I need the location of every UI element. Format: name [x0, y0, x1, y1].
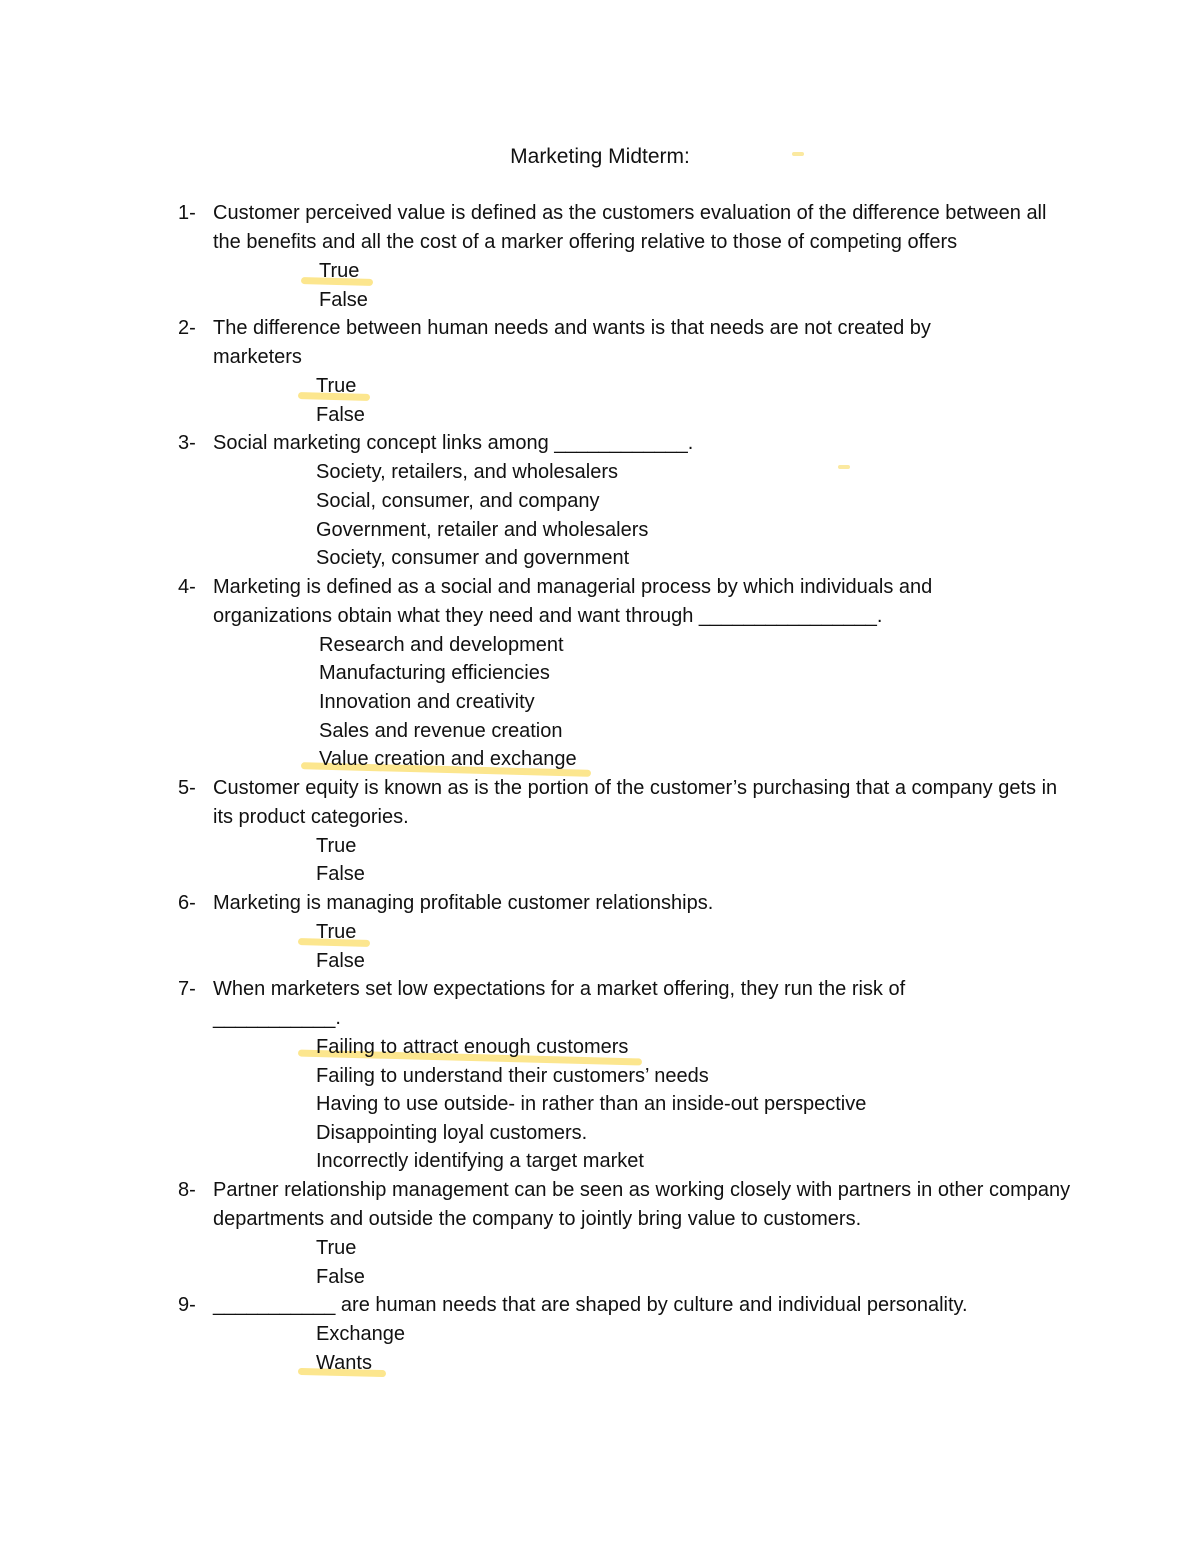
question-number: 1- — [178, 202, 196, 224]
question-number: 5- — [178, 776, 196, 799]
answer-option: False — [316, 1265, 365, 1288]
answer-option: False — [316, 403, 365, 426]
question-item — [0, 1291, 1200, 1377]
answer-options — [0, 257, 1200, 314]
question-text: Partner relationship management can be seen as working closely with partners in other company departments and outside the company to jointly bring value to customers. — [213, 1179, 1076, 1231]
answer-option: Manufacturing efficiencies — [319, 662, 550, 685]
answer-option: Social, consumer, and company — [316, 489, 600, 512]
answer-option: Society, retailers, and wholesalers — [316, 461, 618, 484]
question-number: 4- — [178, 575, 196, 598]
highlighted-answer: True — [312, 918, 360, 947]
answer-option — [316, 1349, 1200, 1378]
answer-options — [0, 1320, 1200, 1377]
question-text: When marketers set low expectations for a market offering, they run the risk of ___________. — [213, 978, 911, 1030]
answer-option: Research and development — [319, 633, 564, 656]
answer-option — [319, 745, 1200, 774]
answer-option: Failing to understand their customers’ needs — [316, 1064, 709, 1087]
question-number: 6- — [178, 891, 196, 914]
answer-option — [316, 918, 1200, 947]
answer-option: True — [316, 1237, 357, 1260]
question-item — [0, 889, 1200, 975]
question-item — [0, 199, 1200, 314]
answer-option: Having to use outside- in rather than an inside-out perspective — [316, 1093, 867, 1116]
answer-options — [0, 372, 1200, 429]
question-item — [0, 314, 1200, 429]
answer-option: Innovation and creativity — [319, 690, 535, 713]
question-text: Social marketing concept links among ____________. — [213, 432, 694, 455]
question-text: The difference between human needs and wants is that needs are not created by marketers — [213, 317, 937, 369]
highlighted-answer: Failing to attract enough customers — [312, 1033, 632, 1062]
question-number: 8- — [178, 1179, 196, 1202]
question-number: 3- — [178, 432, 196, 455]
question-text: Customer perceived value is defined as the customers evaluation of the difference between all the benefits and all the cost of a marker offering relative to those of competing offers — [213, 202, 1053, 253]
question-item — [0, 1176, 1200, 1291]
question-text: Customer equity is known as is the portion of the customer’s purchasing that a company gets in its product categories. — [213, 776, 1063, 828]
highlighted-answer: True — [312, 372, 360, 401]
question-item — [0, 975, 1200, 1176]
question-item — [0, 573, 1200, 774]
question-text: Marketing is managing profitable customer relationships. — [213, 891, 714, 914]
answer-option: Exchange — [316, 1323, 405, 1346]
answer-option: Disappointing loyal customers. — [316, 1121, 588, 1144]
answer-option: Government, retailer and wholesalers — [316, 518, 649, 541]
question-item — [0, 429, 1200, 572]
answer-option: Incorrectly identifying a target market — [316, 1150, 644, 1173]
highlighted-answer: Wants — [312, 1349, 376, 1378]
question-number: 2- — [178, 317, 196, 340]
answer-option: False — [316, 863, 365, 886]
highlighted-answer: Value creation and exchange — [315, 745, 581, 774]
answer-options — [0, 1234, 1200, 1291]
answer-option — [316, 372, 1200, 401]
answer-option: Sales and revenue creation — [319, 719, 563, 742]
answer-options — [0, 832, 1200, 889]
answer-options — [0, 918, 1200, 975]
answer-options — [0, 631, 1200, 774]
stray-highlight-mark — [792, 152, 804, 156]
question-text: ___________ are human needs that are shaped by culture and individual personality. — [213, 1294, 968, 1317]
answer-options — [0, 458, 1200, 572]
highlighted-answer: True — [315, 257, 363, 286]
answer-option: False — [316, 949, 365, 972]
question-number: 7- — [178, 978, 196, 1001]
answer-option: False — [319, 288, 368, 311]
answer-options — [0, 1033, 1200, 1176]
page-title: Marketing Midterm: — [510, 145, 690, 168]
question-item — [0, 774, 1200, 889]
answer-option: True — [316, 834, 357, 857]
question-list — [0, 199, 1200, 1377]
question-text: Marketing is defined as a social and managerial process by which individuals and organizations obtain what they need and want through ________________. — [213, 575, 938, 627]
answer-option: Society, consumer and government — [316, 547, 630, 570]
question-number: 9- — [178, 1294, 196, 1317]
answer-option — [319, 257, 1200, 286]
answer-option — [316, 1033, 1200, 1062]
